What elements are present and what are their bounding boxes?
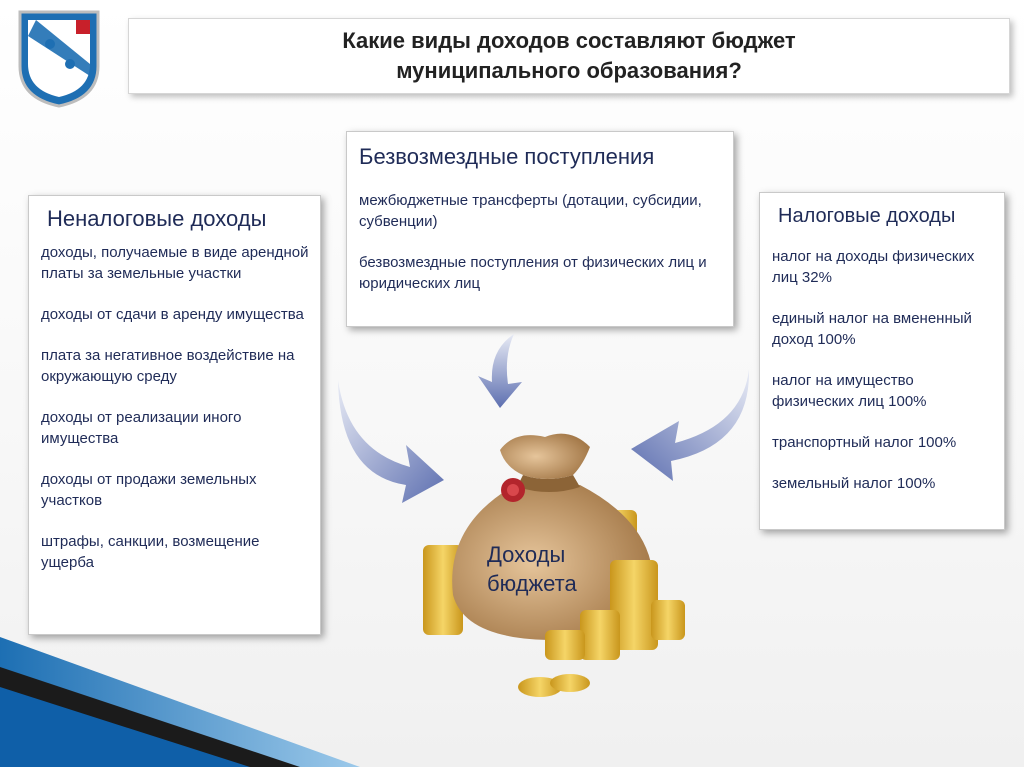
page-title: Какие виды доходов составляют бюджет муниципального образования? bbox=[342, 28, 796, 83]
card-heading: Безвозмездные поступления bbox=[359, 144, 655, 169]
card-item: налог на имущество физических лиц 100% bbox=[772, 372, 927, 410]
card-item: доходы от сдачи в аренду имущества bbox=[41, 306, 304, 323]
card-item: безвозмездные поступления от физических лиц и юридических лиц bbox=[359, 254, 707, 292]
card-heading: Неналоговые доходы bbox=[47, 206, 267, 231]
card-item: доходы от продажи земельных участков bbox=[41, 471, 257, 509]
card-heading: Налоговые доходы bbox=[778, 205, 956, 227]
non-tax-income-card bbox=[28, 195, 321, 635]
card-item: земельный налог 100% bbox=[772, 475, 936, 492]
card-item: транспортный налог 100% bbox=[772, 434, 957, 451]
budget-income-label bbox=[487, 540, 577, 598]
budget-income-line2: бюджета bbox=[487, 571, 577, 596]
budget-income-line1: Доходы bbox=[487, 542, 566, 567]
card-item: единый налог на вмененный доход 100% bbox=[772, 310, 972, 348]
coat-of-arms-icon bbox=[14, 6, 104, 108]
top-arrow-icon bbox=[470, 330, 530, 410]
card-item: доходы от реализации иного имущества bbox=[41, 409, 242, 447]
card-item: межбюджетные трансферты (дотации, субсидии, субвенции) bbox=[359, 192, 702, 230]
card-item: штрафы, санкции, возмещение ущерба bbox=[41, 533, 260, 571]
card-item: плата за негативное воздействие на окружающую среду bbox=[41, 347, 295, 385]
card-item: доходы, получаемые в виде арендной платы за земельные участки bbox=[41, 244, 309, 282]
card-item: налог на доходы физических лиц 32% bbox=[772, 248, 975, 286]
gratuitous-receipts-card bbox=[346, 131, 734, 327]
title-box bbox=[128, 18, 1010, 94]
decorative-stripe bbox=[0, 637, 360, 767]
tax-income-card bbox=[759, 192, 1005, 530]
